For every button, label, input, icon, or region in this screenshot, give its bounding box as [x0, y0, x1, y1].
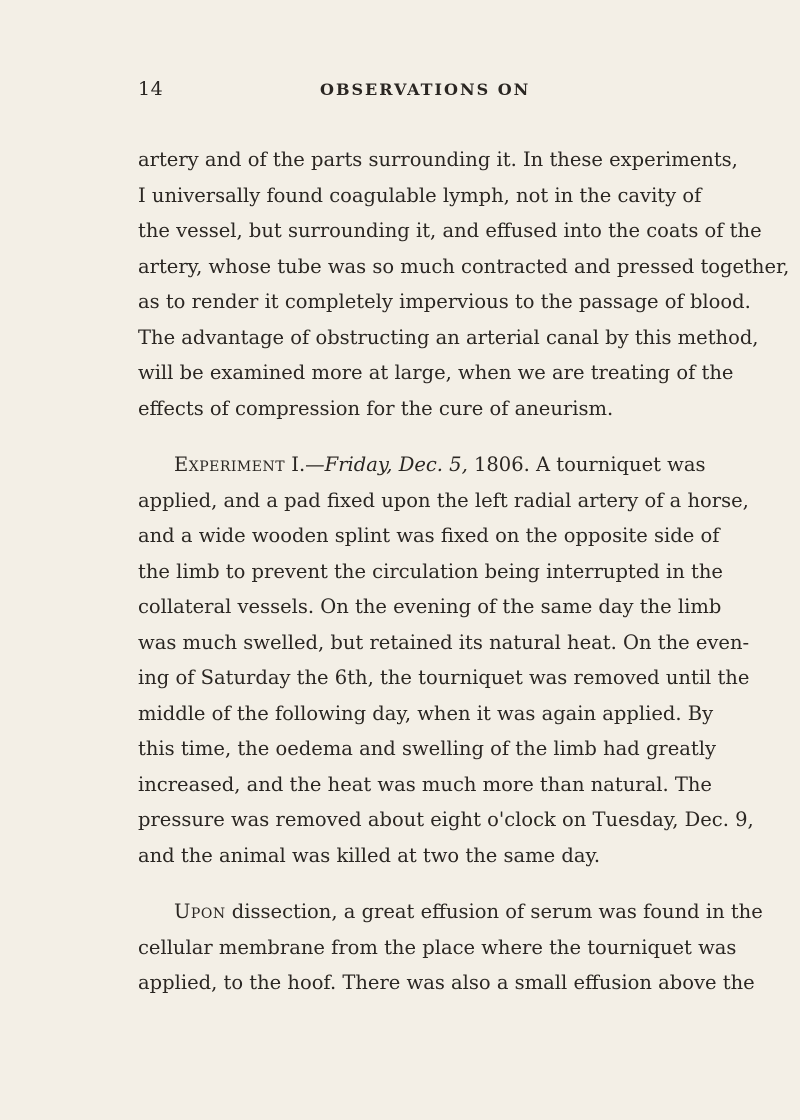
experiment-number: I.—	[285, 453, 325, 476]
text-line: the vessel, but surrounding it, and effused into the coats of the	[138, 219, 762, 242]
text-line: and the animal was killed at two the same day.	[138, 843, 601, 867]
body-text	[138, 142, 790, 1001]
text-line: cellular membrane from the place where the tourniquet was	[138, 935, 737, 959]
text-line	[138, 894, 763, 930]
text-line: effects of compression for the cure of aneurism.	[138, 396, 614, 420]
paragraph-spacer	[138, 873, 668, 894]
text-line: artery and of the parts surrounding it. In these experiments,	[138, 148, 738, 171]
paragraph-2	[138, 447, 754, 873]
experiment-date: Friday, Dec. 5,	[324, 453, 468, 476]
page-header	[138, 78, 670, 108]
paragraph-3	[138, 894, 763, 1001]
paragraph-lead-word: Upon	[174, 900, 226, 923]
text-line: as to render it completely impervious to the passage of blood.	[138, 290, 751, 313]
page-number: 14	[138, 78, 164, 100]
text-line: The advantage of obstructing an arterial canal by this method,	[138, 325, 759, 349]
text-line: the limb to prevent the circulation being interrupted in the	[138, 559, 723, 583]
paragraph-spacer	[138, 426, 668, 447]
text-line: and a wide wooden splint was fixed on the opposite side of	[138, 524, 720, 547]
text-line: applied, and a pad fixed upon the left radial artery of a horse,	[138, 488, 749, 512]
running-title: OBSERVATIONS ON	[320, 80, 531, 99]
paragraph-first-line: dissection, a great effusion of serum was found in the	[225, 900, 763, 923]
experiment-intro: 1806. A tourniquet was	[467, 453, 706, 476]
text-line: was much swelled, but retained its natural heat. On the even-	[138, 630, 750, 654]
text-line: ing of Saturday the 6th, the tourniquet was removed until the	[138, 666, 750, 689]
experiment-label: Experiment	[174, 453, 286, 476]
text-line: artery, whose tube was so much contracted and pressed together,	[138, 254, 790, 278]
text-line: will be examined more at large, when we are treating of the	[138, 361, 734, 384]
paragraph-1	[138, 142, 790, 426]
text-line: increased, and the heat was much more than natural. The	[138, 772, 712, 796]
text-line: this time, the oedema and swelling of the limb had greatly	[138, 737, 717, 760]
experiment-heading-line	[138, 447, 706, 483]
text-line: pressure was removed about eight o'clock on Tuesday, Dec. 9,	[138, 808, 754, 831]
text-line: collateral vessels. On the evening of the same day the limb	[138, 595, 722, 618]
text-line: middle of the following day, when it was again applied. By	[138, 701, 714, 725]
text-line: I universally found coagulable lymph, not in the cavity of	[138, 183, 702, 207]
text-line: applied, to the hoof. There was also a small effusion above the	[138, 971, 755, 994]
